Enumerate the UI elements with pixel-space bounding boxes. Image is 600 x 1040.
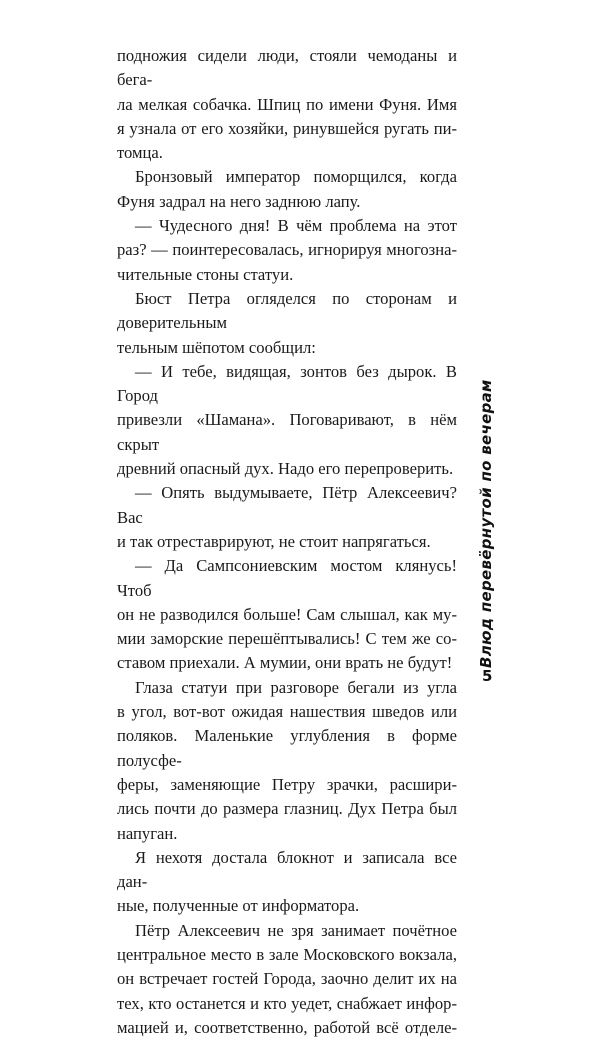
text-line: древний опасный дух. Надо его перепроверить.: [117, 459, 454, 479]
text-line: Бюст Петра огляделся по сторонам и доверительным: [117, 288, 457, 333]
text-line: Бронзовый император поморщился, когда: [135, 167, 457, 187]
text-line: ные, полученные от информатора.: [117, 896, 360, 916]
text-line: он встречает гостей Города, заочно делит их на: [117, 969, 457, 989]
text-line: напуган.: [117, 823, 178, 843]
text-line: я узнала от его хозяйки, ринувшейся ругать пи-: [117, 118, 457, 138]
text-line: тех, кто останется и кто уедет, снабжает инфор-: [117, 993, 457, 1013]
text-line: раз? — поинтересовалась, игнорируя многозна-: [117, 240, 457, 260]
text-line: ла мелкая собачка. Шпиц по имени Фуня. Имя: [117, 94, 457, 114]
text-line: мии заморские перешёптывались! С тем же со-: [117, 629, 457, 649]
text-line: томца.: [117, 143, 163, 163]
text-line: Фуня задрал на него заднюю лапу.: [117, 191, 361, 211]
text-line: Глаза статуи при разговоре бегали из угла: [135, 677, 457, 697]
text-line: привезли «Шамана». Поговаривают, в нём скрыт: [117, 410, 457, 454]
text-line: феры, заменяющие Петру зрачки, расшири-: [117, 774, 457, 794]
text-line: и так отреставрируют, не стоит напрягаться.: [117, 531, 431, 551]
text-line: центральное место в зале Московского вокзала,: [117, 944, 457, 964]
text-line: — И тебе, видящая, зонтов без дырок. В Город: [117, 361, 457, 406]
text-line: тельным шёпотом сообщил:: [117, 337, 316, 357]
text-line: чительные стоны статуи.: [117, 264, 294, 284]
running-title: Влюд перевёрнутой по вечерам: [477, 379, 495, 668]
body-text: [117, 44, 457, 1040]
text-line: — Чудесного дня! В чём проблема на этот: [135, 216, 457, 236]
text-line: он не разводился больше! Сам слышал, как му-: [117, 604, 457, 624]
text-line: лись почти до размера глазниц. Дух Петра был: [117, 799, 457, 819]
text-line: в угол, вот-вот ожидая нашествия шведов или: [117, 702, 457, 722]
text-line: поляков. Маленькие углубления в форме полусфе-: [117, 726, 457, 770]
text-line: — Да Сампсониевским мостом клянусь! Чтоб: [117, 556, 457, 600]
text-line: Пётр Алексеевич не зря занимает почётное: [135, 920, 457, 940]
text-line: Я нехотя достала блокнот и записала все дан-: [117, 847, 457, 892]
text-line: мацией и, соответственно, работой всё отделе-: [117, 1017, 457, 1037]
text-line: подножия сидели люди, стояли чемоданы и бега-: [117, 46, 457, 90]
text-line: ставом приехали. А мумии, они врать не будут!: [117, 653, 453, 673]
text-line: — Опять выдумываете, Пётр Алексеевич? Вас: [117, 483, 457, 527]
page-number: 5: [482, 667, 493, 685]
